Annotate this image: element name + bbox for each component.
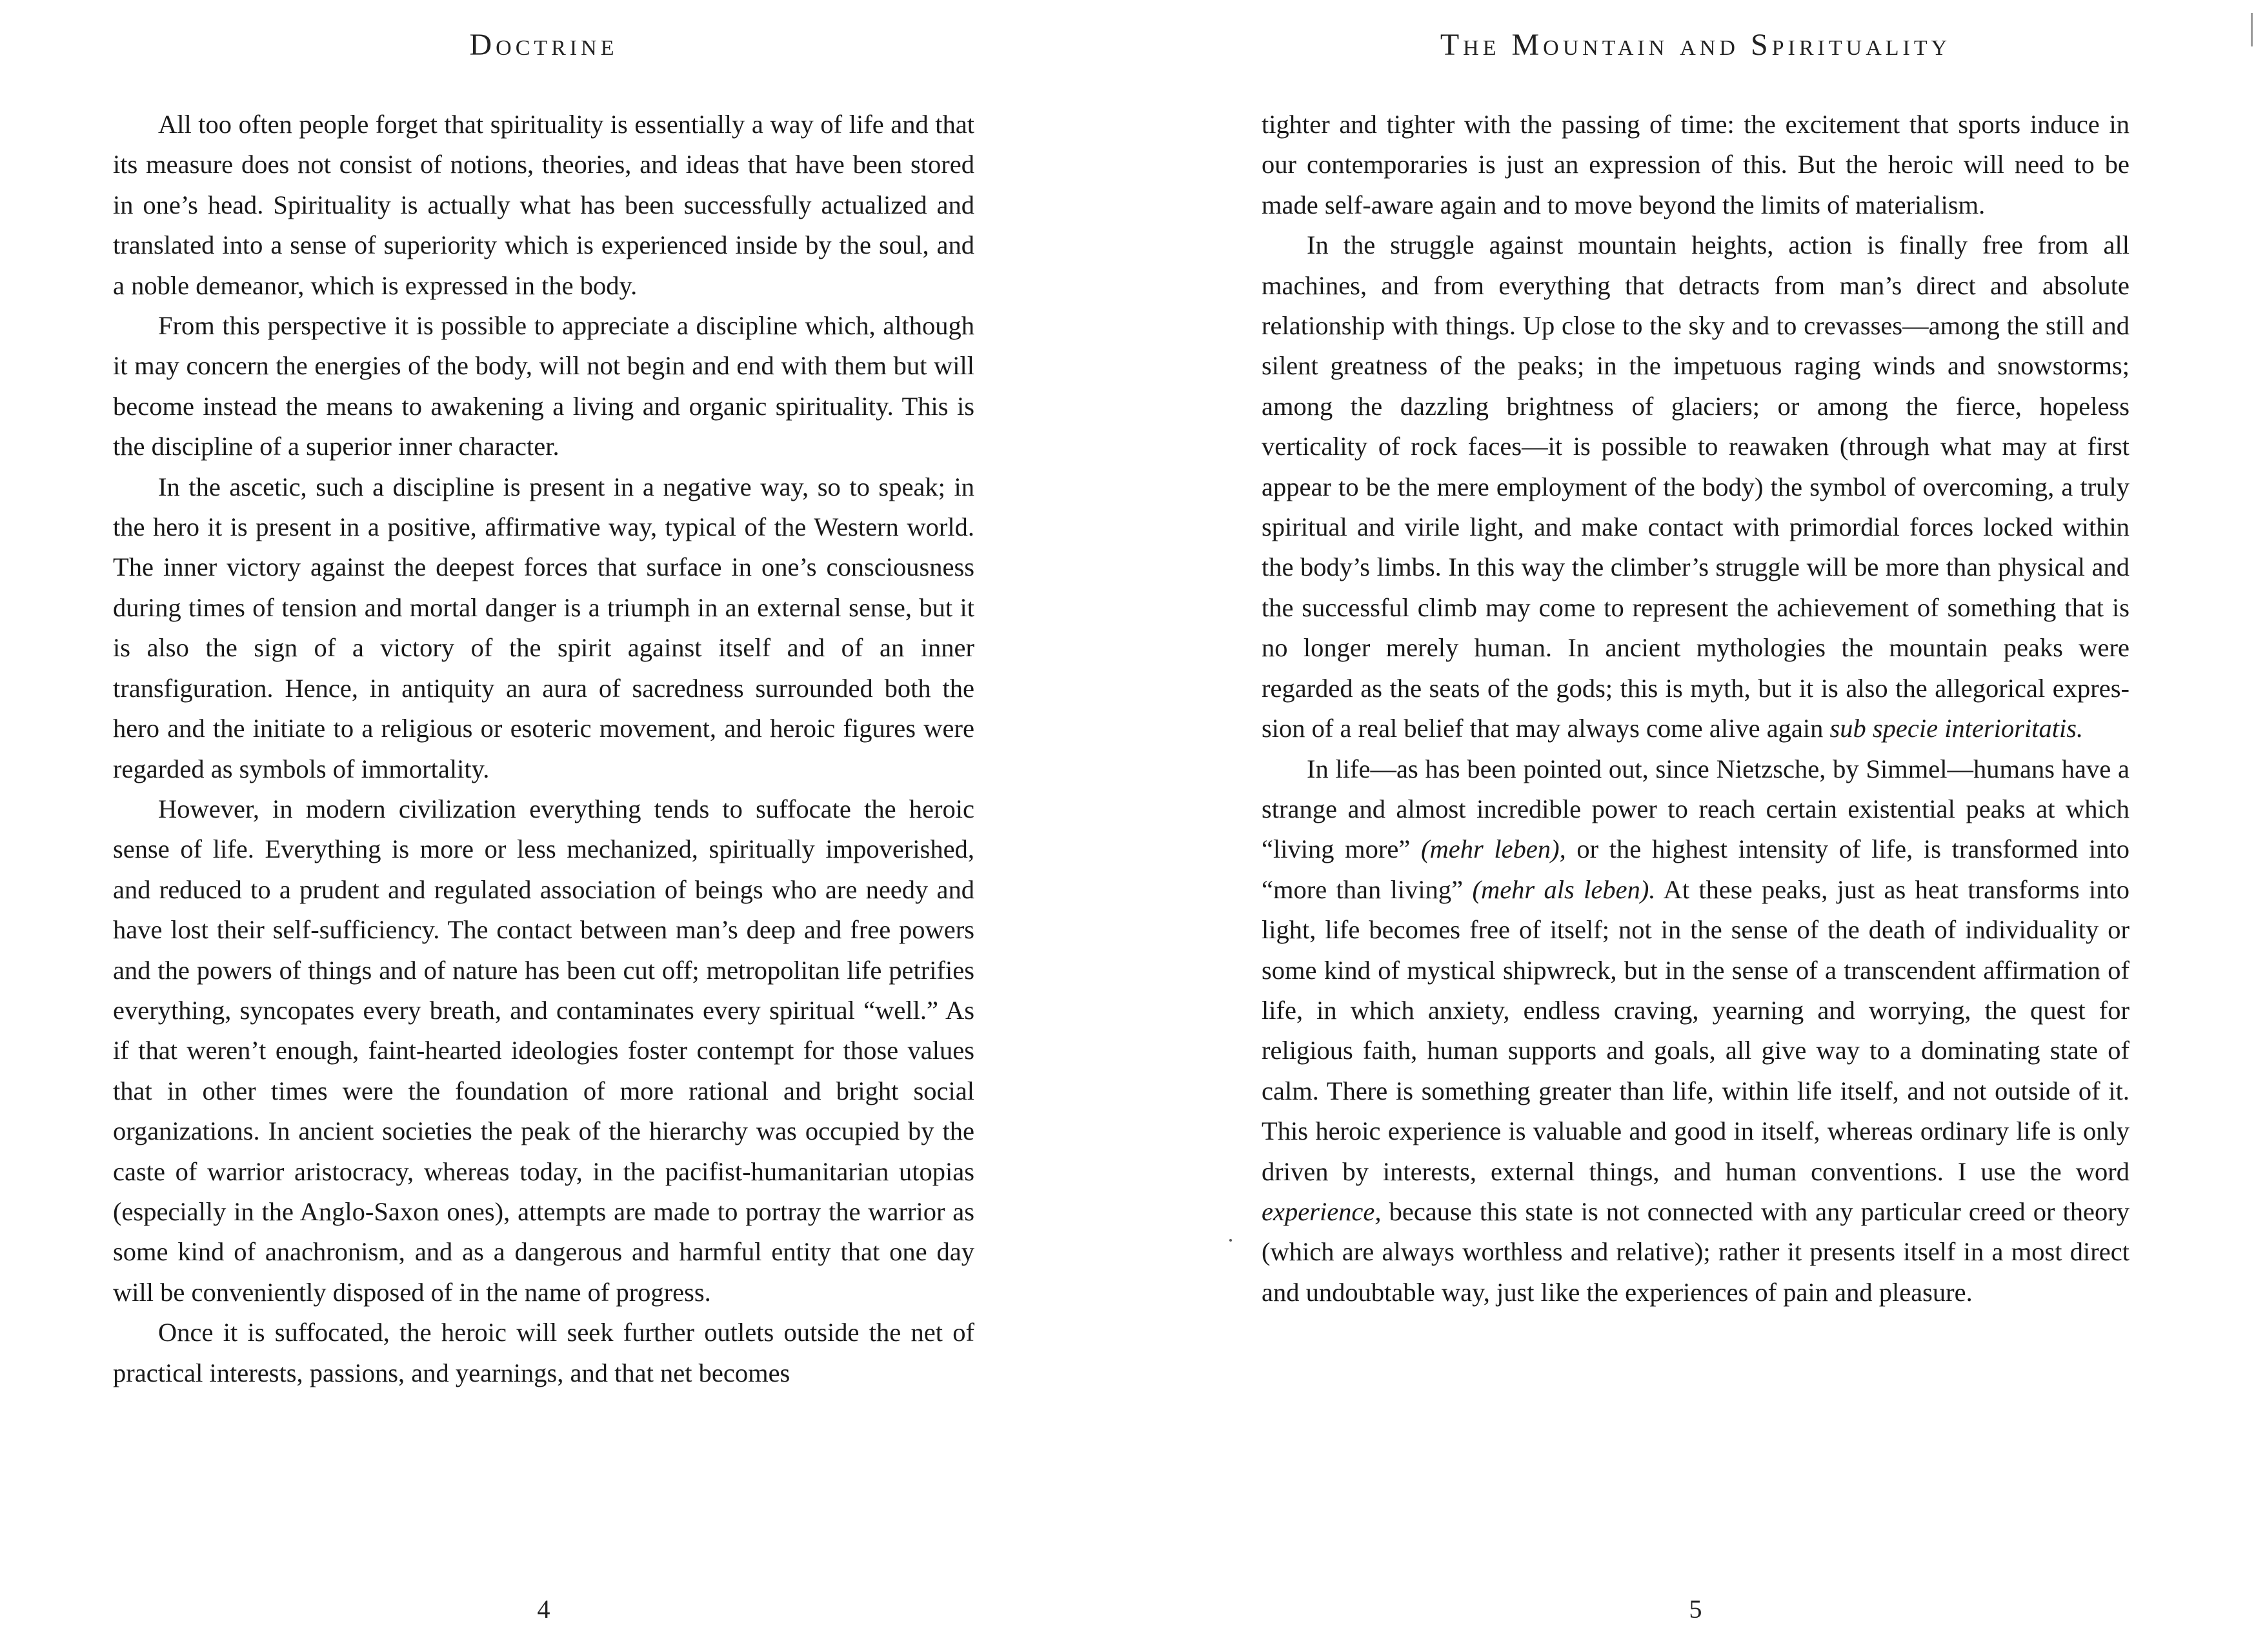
left-paragraph-3: In the ascetic, such a discipline is present in a negative way, so to speak; in the hero it is present in a positive, affirmative way, typical of the Western world. The inner victory against the deepest forces that surface in one’s consciousness during times of tension and mortal danger is a triumph in an external sense, but it is also the sign of a victory of the spirit against itself and of an inner transfiguration. Hence, in antiquity an aura of sacredness surrounded both the hero and the initiate to a religious or esoteric movement, and heroic figures were regarded as symbols of immortality. — [113, 472, 974, 783]
left-paragraph-1: All too often people forget that spirituality is essentially a way of life and that its measure does not consist of notions, theories, and ideas that have been stored in one’s head. Spirituality is actually what has been successfully actualized and translated into a sense of superiority which is experienced inside by the soul, and a noble demeanor, which is expressed in the body. — [113, 110, 974, 300]
right-paragraph-2-text: In the struggle against mountain heights, action is finally free from all machines, and from everything that detracts from man’s direct and absolute relationship with things. Up close to the sky and to crevasses—among the still and silent greatness of the peaks; in the impetuous raging winds and snowstorms; among the dazzling brightness of glaciers; or among the fierce, hopeless verticality of rock faces—it is possible to reawaken (through what may at first appear to be the mere employment of the body) the symbol of overcoming, a truly spiritual and virile light, and make contact with primordial forces locked within the body’s limbs. In this way the climber’s struggle will be more than physical and the successful climb may come to represent the achievement of something that is no longer merely human. In ancient mythologies the mountain peaks were regarded as the seats of the gods; this is myth, but it is also the allegorical expression of a real belief that may always come alive again — [1262, 230, 2129, 743]
left-paragraph-2: From this perspective it is possible to appreciate a discipline which, although it may concern the energies of the body, will not begin and end with them but will become instead the means to awakening a living and organic spirituality. This is the discipline of a superior inner character. — [113, 311, 974, 461]
german-term-mehr-leben: (mehr leben), — [1421, 834, 1566, 864]
right-paragraph-3-text-a: In life—as has been pointed out, since Nietzsche, by Simmel—humans have a strange and almost incredible power to reach certain existential peaks at which “living more” — [1262, 754, 2129, 864]
scan-speck — [1229, 1239, 1232, 1242]
right-body-text — [1262, 105, 2129, 1313]
left-page — [113, 0, 974, 1652]
right-paragraph-3-text-c: At these peaks, just as heat transforms into light, life becomes free of itself; not in the sense of the death of individuality or some kind of mystical shipwreck, but in the sense of a transcendent affirmation of life, in which anxiety, endless craving, yearning and worrying, the quest for religious faith, human supports and goals, all give way to a dominating state of calm. There is something greater than life, within life itself, and not outside of it. This heroic experience is valuable and good in itself, whereas ordinary life is only driven by interests, external things, and human conventions. I use the word — [1262, 874, 2129, 1186]
right-paragraph-1: tighter and tighter with the passing of time: the excitement that sports induce in our contemporaries is just an expression of this. But the heroic will need to be made self-aware again and to move beyond the limits of materialism. — [1262, 110, 2129, 219]
german-term-mehr-als-leben: (mehr als leben). — [1472, 874, 1656, 904]
latin-phrase: sub specie interioritatis. — [1829, 714, 2084, 743]
right-paragraph-3-text-b: or the highest intensity of life, is transformed into “more than living” — [1262, 834, 2129, 904]
left-running-head: Doctrine — [469, 28, 618, 62]
left-body-text — [113, 105, 974, 1393]
right-paragraph-3 — [1262, 749, 2129, 1313]
right-page-number: 5 — [1689, 1595, 1702, 1624]
left-paragraph-5: Once it is suffocated, the heroic will seek further outlets outside the net of practical interests, passions, and yearnings, and that net becomes — [113, 1318, 974, 1387]
left-page-number: 4 — [537, 1595, 550, 1624]
italic-term-experience: experience, — [1262, 1196, 1382, 1226]
left-paragraph-4: However, in modern civilization everything tends to suffocate the heroic sense of life. Everything is more or less mechanized, spiritually impoverished, and reduced to a prudent and regulated association of beings who are needy and have lost their self-sufficiency. The contact between man’s deep and free powers and the powers of things and of nature has been cut off; metropolitan life petrifies everything, syncopates every breath, and contaminates every spiritual “well.” As if that weren’t enough, faint-hearted ideologies foster contempt for those values that in other times were the foundation of more rational and bright social organizations. In ancient societies the peak of the hierarchy was occupied by the caste of warrior aristocracy, whereas today, in the pacifist-humanitarian utopias (especially in the Anglo-Saxon ones), attempts are made to portray the warrior as some kind of anachronism, and as a dangerous and harmful entity that one day will be conveniently disposed of in the name of progress. — [113, 794, 974, 1307]
scan-edge-mark — [2251, 13, 2253, 46]
right-running-head: The Mountain and Spirituality — [1440, 28, 1951, 62]
right-paragraph-3-text-d: because this state is not connected with any particular creed or theory (which are always worthless and relative); rather it presents itself in a most direct and undoubtable way, just like the experiences of pain and pleasure. — [1262, 1196, 2129, 1307]
right-page — [1262, 0, 2129, 1652]
right-paragraph-2 — [1262, 225, 2129, 749]
